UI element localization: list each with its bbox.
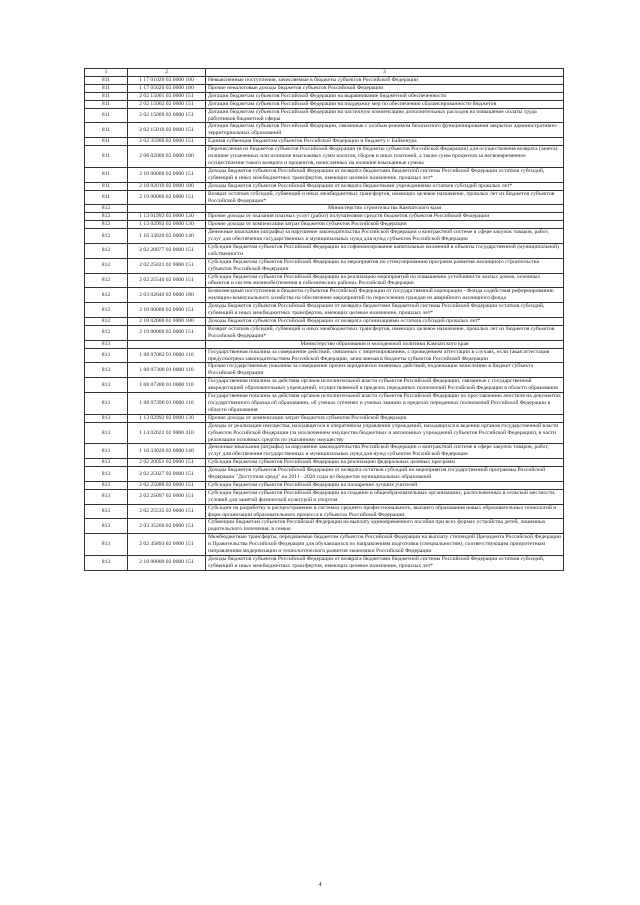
admin-code-cell: 811 <box>85 146 128 168</box>
budget-code-cell: 2 08 02000 02 0000 180 <box>128 146 206 168</box>
header-col-2: 2 <box>128 69 206 77</box>
description-cell: Государственная пошлина за совершение действий, связанных с лицензированием, с проведением аттестации в случаях, если такая аттестация предусмотрена законодательством Российской Федерации, зачисляемая в бюджеты субъектов Российской Федерации <box>206 348 564 363</box>
table-row <box>85 84 564 92</box>
budget-code-cell: 2 18 00000 02 0000 151 <box>128 167 206 182</box>
admin-code-cell: 813 <box>85 340 128 348</box>
budget-code-cell: 2 03 35260 02 0000 151 <box>128 519 206 534</box>
admin-code-cell: 813 <box>85 363 128 378</box>
table-row <box>85 534 564 556</box>
admin-code-cell: 811 <box>85 167 128 182</box>
budget-code-cell: 2 02 15001 02 0000 151 <box>128 92 206 100</box>
budget-code-cell: 2 02 35900 02 0000 151 <box>128 138 206 146</box>
budget-code-cell: 2 02 15009 02 0000 151 <box>128 108 206 123</box>
table-row <box>85 221 564 229</box>
description-cell: Невыясненные поступления, зачисляемые в бюджеты субъектов Российской Федерации <box>206 77 564 85</box>
page-number: 4 <box>318 882 322 888</box>
admin-code-cell: 811 <box>85 190 128 205</box>
admin-code-cell: 812 <box>85 325 128 340</box>
description-cell: Дотации бюджетам субъектов Российской Федерации на выравнивание бюджетной обеспеченности <box>206 92 564 100</box>
admin-code-cell: 811 <box>85 138 128 146</box>
description-cell: Доходы от реализации имущества, находящегося в оперативном управлении учреждений, находящихся в ведении органов государственной власти субъектов Российской Федерации (за исключением имущества бюджетных и автономных учреждений субъектов Российской Федерации), в части реализации основных средств по указанному имуществу <box>206 422 564 444</box>
description-cell: Министерство строительства Камчатского края <box>206 205 564 213</box>
table-row <box>85 190 564 205</box>
table-row <box>85 167 564 182</box>
budget-code-cell <box>128 340 206 348</box>
description-cell: Доходы бюджетов субъектов Российской Федерации от возврата бюджетами бюджетной системы Российской Федерации остатков субсидий, субвенций и иных межбюджетных трансфертов, имеющих целевое назначение, прошлых лет* <box>206 556 564 571</box>
admin-code-cell: 813 <box>85 393 128 415</box>
header-row <box>85 69 564 77</box>
budget-code-cell <box>128 205 206 213</box>
budget-code-cell: 1 17 01020 02 0000 180 <box>128 77 206 85</box>
admin-code-cell: 812 <box>85 318 128 326</box>
table-row <box>85 459 564 467</box>
admin-code-cell: 812 <box>85 229 128 244</box>
table-row <box>85 138 564 146</box>
table-row <box>85 519 564 534</box>
budget-code-cell: 2 02 15010 02 0000 151 <box>128 123 206 138</box>
admin-code-cell: 813 <box>85 378 128 393</box>
description-cell: Государственная пошлина за действия органов исполнительной власти субъектов Российской Федерации, связанные с государственной аккредитацией образовательных учреждений, осуществляемой в пределах переданных полномочий Российской Федерации в области образования <box>206 378 564 393</box>
table-row <box>85 229 564 244</box>
admin-code-cell: 811 <box>85 123 128 138</box>
budget-code-cell: 1 08 07380 01 0000 110 <box>128 378 206 393</box>
description-cell: Денежные взыскания (штрафы) за нарушение законодательства Российской Федерации о контрактной системе в сфере закупок товаров, работ, услуг для обеспечения государственных и муниципальных нужд для нужд субъектов Российской Федерации <box>206 444 564 459</box>
table-row <box>85 444 564 459</box>
description-cell: Межбюджетные трансферты, передаваемые бюджетам субъектов Российской Федерации на выплату стипендий Президента Российской Федерации и Правительства Российской Федерации для обучающихся по направлениям подготовки (специальностям), соответствующим приоритетным направлениям модернизации и технологического развития экономики Российской Федерации <box>206 534 564 556</box>
budget-code-cell: 1 16 33020 02 0000 140 <box>128 229 206 244</box>
description-cell: Субвенции бюджетам субъектов Российской Федерации на выплату единовременного пособия при всех формах устройства детей, лишенных родительского попечения, в семью <box>206 519 564 534</box>
description-cell: Прочие доходы от компенсации затрат бюджетов субъектов Российской Федерации <box>206 414 564 422</box>
table-row <box>85 123 564 138</box>
header-col-1: 1 <box>85 69 128 77</box>
table-row <box>85 325 564 340</box>
budget-code-cell: 2 03 02040 02 0000 180 <box>128 288 206 303</box>
table-row <box>85 414 564 422</box>
revenue-codes-table-container <box>84 68 564 571</box>
section-header-row <box>85 205 564 213</box>
description-cell: Доходы бюджетов субъектов Российской Федерации от возврата бюджетами бюджетной системы Российской Федерации остатков субсидий, субвенций и иных межбюджетных трансфертов, имеющих целевое назначение, прошлых лет* <box>206 303 564 318</box>
admin-code-cell: 812 <box>85 213 128 221</box>
budget-code-cell: 2 18 02010 02 0000 180 <box>128 182 206 190</box>
description-cell: Прочие государственные пошлины за совершение прочих юридически значимых действий, подлежащие зачислению в бюджет субъекта Российской Федерации <box>206 363 564 378</box>
admin-code-cell: 812 <box>85 258 128 273</box>
budget-code-cell: 1 13 01992 02 0000 130 <box>128 213 206 221</box>
admin-code-cell: 812 <box>85 288 128 303</box>
budget-code-cell: 1 08 07300 01 0000 110 <box>128 363 206 378</box>
admin-code-cell: 813 <box>85 422 128 444</box>
table-row <box>85 363 564 378</box>
table-row <box>85 556 564 571</box>
admin-code-cell: 813 <box>85 504 128 519</box>
description-cell: Дотации бюджетам субъектов Российской Федерации на частичную компенсацию дополнительных расходов на повышение оплаты труда работников бюджетной сферы <box>206 108 564 123</box>
section-header-row <box>85 340 564 348</box>
budget-code-cell: 1 14 02022 02 0000 410 <box>128 422 206 444</box>
description-cell: Доходы бюджетов субъектов Российской Федерации от возврата организациями остатков субсидий прошлых лет* <box>206 318 564 326</box>
budget-code-cell: 2 19 00000 02 0000 151 <box>128 190 206 205</box>
table-row <box>85 504 564 519</box>
table-row <box>85 213 564 221</box>
table-row <box>85 100 564 108</box>
table-row <box>85 258 564 273</box>
budget-code-cell: 2 02 20077 02 0000 151 <box>128 243 206 258</box>
table-row <box>85 92 564 100</box>
admin-code-cell: 811 <box>85 77 128 85</box>
admin-code-cell: 812 <box>85 205 128 213</box>
budget-code-cell: 1 08 07390 01 0000 110 <box>128 393 206 415</box>
admin-code-cell: 811 <box>85 182 128 190</box>
description-cell: Дотации бюджетам субъектов Российской Федерации на поддержку мер по обеспечению сбалансированности бюджетов <box>206 100 564 108</box>
budget-code-cell: 2 02 25535 02 0000 151 <box>128 504 206 519</box>
table-row <box>85 182 564 190</box>
description-cell: Прочие доходы от оказания платных услуг (работ) получателями средств бюджетов субъектов Российской Федерации <box>206 213 564 221</box>
table-row <box>85 481 564 489</box>
table-row <box>85 77 564 85</box>
table-row <box>85 146 564 168</box>
description-cell: Субсидии на разработку и распространение в системах среднего профессионального, высшего образования новых образовательных технологий и форм организации образовательного процесса в субъектах Российской Федерации <box>206 504 564 519</box>
description-cell: Дотации бюджетам субъектов Российской Федерации, связанные с особым режимом безопасного функционирования закрытых административно-территориальных образований <box>206 123 564 138</box>
header-col-3: 3 <box>206 69 564 77</box>
admin-code-cell: 811 <box>85 84 128 92</box>
description-cell: Прочие неналоговые доходы бюджетов субъектов Российской Федерации <box>206 84 564 92</box>
table-row <box>85 422 564 444</box>
table-row <box>85 318 564 326</box>
budget-code-cell: 2 02 25088 02 0000 151 <box>128 481 206 489</box>
budget-code-cell: 1 17 05020 02 0000 180 <box>128 84 206 92</box>
table-row <box>85 243 564 258</box>
budget-code-cell: 2 02 25540 02 0000 151 <box>128 273 206 288</box>
budget-code-cell: 2 02 20051 02 0000 151 <box>128 459 206 467</box>
description-cell: Возврат остатков субсидий, субвенций и иных межбюджетных трансфертов, имеющих целевое назначение, прошлых лет из бюджетов субъектов Российской Федерации* <box>206 190 564 205</box>
admin-code-cell: 813 <box>85 348 128 363</box>
description-cell: Государственная пошлина за действия органов исполнительной власти субъектов Российской Федерации по проставлению апостиля на документах государственного образца об образовании, об ученых степенях и ученых званиях в пределах переданных полномочий Российской Федерации в области образования <box>206 393 564 415</box>
budget-code-cell: 1 13 02992 02 0000 130 <box>128 414 206 422</box>
budget-code-cell: 2 18 00000 02 0000 151 <box>128 303 206 318</box>
description-cell: Возврат остатков субсидий, субвенций и иных межбюджетных трансфертов, имеющих целевое назначение, прошлых лет из бюджетов субъектов Российской Федерации* <box>206 325 564 340</box>
admin-code-cell: 813 <box>85 459 128 467</box>
budget-code-cell: 2 19 00000 02 0000 151 <box>128 325 206 340</box>
admin-code-cell: 811 <box>85 108 128 123</box>
admin-code-cell: 811 <box>85 100 128 108</box>
table-row <box>85 303 564 318</box>
description-cell: Единая субвенция бюджетам субъектов Российской Федерации и бюджету г. Байконура <box>206 138 564 146</box>
description-cell: Субсидии бюджетам субъектов Российской Федерации на поощрение лучших учителей <box>206 481 564 489</box>
revenue-codes-table-body <box>85 69 564 571</box>
admin-code-cell: 813 <box>85 489 128 504</box>
table-row <box>85 108 564 123</box>
budget-code-cell: 2 02 25021 02 0000 151 <box>128 258 206 273</box>
revenue-codes-table <box>84 68 564 571</box>
budget-code-cell: 2 02 25097 02 0000 151 <box>128 489 206 504</box>
admin-code-cell: 813 <box>85 481 128 489</box>
description-cell: Безвозмездные поступления в бюджеты субъектов Российской Федерации от государственной корпорации - Фонда содействия реформированию жилищно-коммунального хозяйства на обеспечение мероприятий по переселению граждан из аварийного жилищного фонда <box>206 288 564 303</box>
table-row <box>85 288 564 303</box>
budget-code-cell: 2 18 00000 02 0000 151 <box>128 556 206 571</box>
description-cell: Доходы бюджетов субъектов Российской Федерации от возврата остатков субсидий на мероприятия государственной программы Российской Федерации "Доступная среда" на 2011 - 2020 годы из бюджетов муниципальных образований <box>206 467 564 482</box>
budget-code-cell: 2 18 02000 02 0000 180 <box>128 318 206 326</box>
table-row <box>85 348 564 363</box>
description-cell: Перечисления из бюджетов субъектов Российской Федерации (в бюджеты субъектов Российской Федерации) для осуществления возврата (зачета) излишне уплаченных или излишне взысканных сумм налогов, сборов и иных платежей, а также сумм процентов за несвоевременное осуществление такого возврата и процентов, начисленных на излишне взысканные суммы <box>206 146 564 168</box>
budget-code-cell: 2 02 15002 02 0000 151 <box>128 100 206 108</box>
admin-code-cell: 812 <box>85 221 128 229</box>
budget-code-cell: 2 02 45893 02 0000 151 <box>128 534 206 556</box>
admin-code-cell: 812 <box>85 273 128 288</box>
admin-code-cell: 813 <box>85 534 128 556</box>
description-cell: Прочие доходы от компенсации затрат бюджетов субъектов Российской Федерации <box>206 221 564 229</box>
table-row <box>85 273 564 288</box>
admin-code-cell: 811 <box>85 92 128 100</box>
admin-code-cell: 813 <box>85 444 128 459</box>
table-row <box>85 393 564 415</box>
budget-code-cell: 2 02 25027 02 0000 151 <box>128 467 206 482</box>
budget-code-cell: 1 16 33020 02 0000 140 <box>128 444 206 459</box>
table-row <box>85 489 564 504</box>
description-cell: Субсидии бюджетам субъектов Российской Федерации на мероприятия по стимулированию программ развития жилищного строительства субъектов Российской Федерации <box>206 258 564 273</box>
description-cell: Субсидии бюджетам субъектов Российской Федерации на реализацию мероприятий по повышению устойчивости жилых домов, основных объектов и систем жизнеобеспечения в сейсмических районах Российской Федерации <box>206 273 564 288</box>
description-cell: Субсидии бюджетам субъектов Российской Федерации на софинансирование капитальных вложений в объекты государственной (муниципальной) собственности <box>206 243 564 258</box>
description-cell: Министерство образования и молодежной политики Камчатского края <box>206 340 564 348</box>
budget-code-cell: 1 08 07082 01 0000 110 <box>128 348 206 363</box>
admin-code-cell: 813 <box>85 414 128 422</box>
description-cell: Денежные взыскания (штрафы) за нарушение законодательства Российской Федерации о контрактной системе в сфере закупок товаров, работ, услуг для обеспечения государственных и муниципальных нужд для нужд субъектов Российской Федерации <box>206 229 564 244</box>
description-cell: Субсидии бюджетам субъектов Российской Федерации на реализацию федеральных целевых программ <box>206 459 564 467</box>
table-row <box>85 378 564 393</box>
description-cell: Доходы бюджетов субъектов Российской Федерации от возврата бюджетами бюджетной системы Российской Федерации остатков субсидий, субвенций и иных межбюджетных трансфертов, имеющих целевое назначение, прошлых лет* <box>206 167 564 182</box>
admin-code-cell: 813 <box>85 519 128 534</box>
admin-code-cell: 813 <box>85 556 128 571</box>
table-row <box>85 467 564 482</box>
description-cell: Доходы бюджетов субъектов Российской Федерации от возврата бюджетными учреждениями остатков субсидий прошлых лет* <box>206 182 564 190</box>
admin-code-cell: 813 <box>85 467 128 482</box>
admin-code-cell: 812 <box>85 243 128 258</box>
admin-code-cell: 812 <box>85 303 128 318</box>
description-cell: Субсидии бюджетам субъектов Российской Федерации на создание в общеобразовательных организациях, расположенных в сельской местности, условий для занятий физической культурой и спортом <box>206 489 564 504</box>
budget-code-cell: 1 13 02992 02 0000 130 <box>128 221 206 229</box>
